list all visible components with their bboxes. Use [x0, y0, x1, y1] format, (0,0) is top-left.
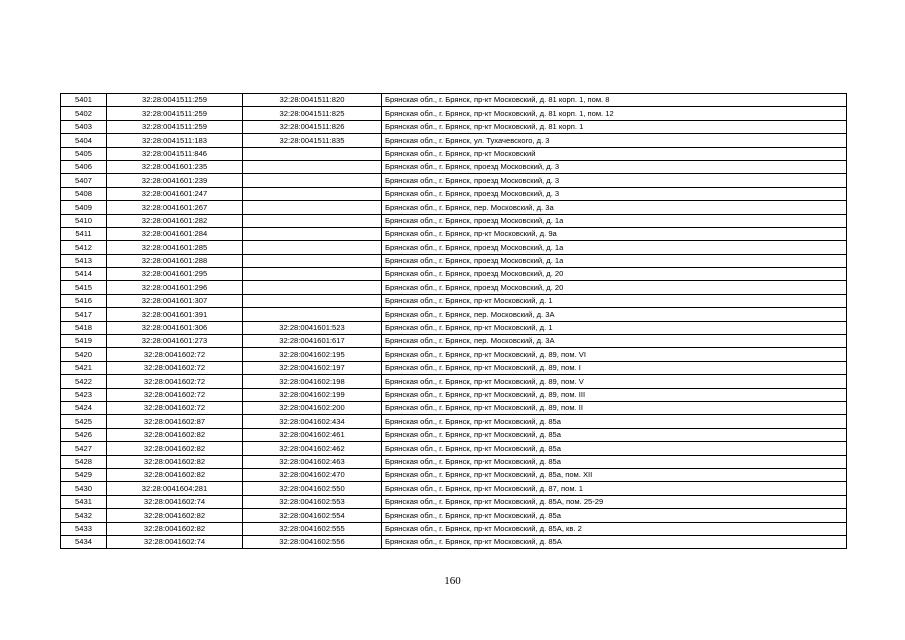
land-cadastral-number-cell: 32:28:0041602:74: [107, 535, 243, 548]
land-cadastral-number-cell: 32:28:0041602:82: [107, 509, 243, 522]
object-cadastral-number-cell: [243, 281, 382, 294]
land-cadastral-number-cell: 32:28:0041511:183: [107, 134, 243, 147]
object-cadastral-number-cell: 32:28:0041602:199: [243, 388, 382, 401]
object-cadastral-number-cell: 32:28:0041602:200: [243, 401, 382, 414]
object-cadastral-number-cell: 32:28:0041602:553: [243, 495, 382, 508]
table-row: [61, 375, 847, 388]
object-cadastral-number-cell: 32:28:0041511:825: [243, 107, 382, 120]
row-number-cell: 5416: [61, 294, 107, 307]
row-number-cell: 5402: [61, 107, 107, 120]
land-cadastral-number-cell: 32:28:0041602:72: [107, 375, 243, 388]
address-cell: Брянская обл., г. Брянск, пр-кт Московский, д. 85А, кв. 2: [382, 522, 847, 535]
object-cadastral-number-cell: 32:28:0041602:550: [243, 482, 382, 495]
row-number-cell: 5415: [61, 281, 107, 294]
table-row: [61, 227, 847, 240]
object-cadastral-number-cell: 32:28:0041601:617: [243, 335, 382, 348]
address-cell: Брянская обл., г. Брянск, пр-кт Московский, д. 1: [382, 294, 847, 307]
land-cadastral-number-cell: 32:28:0041601:247: [107, 187, 243, 200]
object-cadastral-number-cell: [243, 241, 382, 254]
land-cadastral-number-cell: 32:28:0041601:235: [107, 160, 243, 173]
object-cadastral-number-cell: 32:28:0041602:198: [243, 375, 382, 388]
address-cell: Брянская обл., г. Брянск, пр-кт Московский, д. 85а: [382, 415, 847, 428]
row-number-cell: 5407: [61, 174, 107, 187]
table-row: [61, 94, 847, 107]
row-number-cell: 5433: [61, 522, 107, 535]
land-cadastral-number-cell: 32:28:0041602:82: [107, 468, 243, 481]
table-row: [61, 509, 847, 522]
table-row: [61, 321, 847, 334]
table-row: [61, 308, 847, 321]
land-cadastral-number-cell: 32:28:0041601:391: [107, 308, 243, 321]
land-cadastral-number-cell: 32:28:0041511:846: [107, 147, 243, 160]
row-number-cell: 5410: [61, 214, 107, 227]
address-cell: Брянская обл., г. Брянск, пр-кт Московский, д. 85а: [382, 428, 847, 441]
land-cadastral-number-cell: 32:28:0041601:267: [107, 201, 243, 214]
land-cadastral-number-cell: 32:28:0041601:307: [107, 294, 243, 307]
address-cell: Брянская обл., г. Брянск, пр-кт Московский, д. 85А: [382, 535, 847, 548]
land-cadastral-number-cell: 32:28:0041604:281: [107, 482, 243, 495]
land-cadastral-number-cell: 32:28:0041601:282: [107, 214, 243, 227]
land-cadastral-number-cell: 32:28:0041602:72: [107, 361, 243, 374]
land-cadastral-number-cell: 32:28:0041602:87: [107, 415, 243, 428]
table-row: [61, 522, 847, 535]
table-row: [61, 134, 847, 147]
table-row: [61, 468, 847, 481]
row-number-cell: 5431: [61, 495, 107, 508]
object-cadastral-number-cell: 32:28:0041601:523: [243, 321, 382, 334]
address-cell: Брянская обл., г. Брянск, пр-кт Московский, д. 81 корп. 1, пом. 12: [382, 107, 847, 120]
table-row: [61, 415, 847, 428]
row-number-cell: 5413: [61, 254, 107, 267]
object-cadastral-number-cell: 32:28:0041602:554: [243, 509, 382, 522]
table-row: [61, 361, 847, 374]
object-cadastral-number-cell: 32:28:0041602:434: [243, 415, 382, 428]
land-cadastral-number-cell: 32:28:0041602:74: [107, 495, 243, 508]
object-cadastral-number-cell: 32:28:0041602:556: [243, 535, 382, 548]
row-number-cell: 5428: [61, 455, 107, 468]
object-cadastral-number-cell: [243, 160, 382, 173]
address-cell: Брянская обл., г. Брянск, проезд Московский, д. 1а: [382, 214, 847, 227]
row-number-cell: 5401: [61, 94, 107, 107]
land-cadastral-number-cell: 32:28:0041601:284: [107, 227, 243, 240]
address-cell: Брянская обл., г. Брянск, пр-кт Московский, д. 81 корп. 1: [382, 120, 847, 133]
object-cadastral-number-cell: [243, 147, 382, 160]
row-number-cell: 5406: [61, 160, 107, 173]
row-number-cell: 5408: [61, 187, 107, 200]
row-number-cell: 5419: [61, 335, 107, 348]
cadastral-table: [60, 93, 847, 549]
address-cell: Брянская обл., г. Брянск, пер. Московский, д. 3а: [382, 201, 847, 214]
row-number-cell: 5432: [61, 509, 107, 522]
address-cell: Брянская обл., г. Брянск, пр-кт Московский, д. 85а, пом. XII: [382, 468, 847, 481]
address-cell: Брянская обл., г. Брянск, пр-кт Московский, д. 89, пом. III: [382, 388, 847, 401]
object-cadastral-number-cell: [243, 214, 382, 227]
table-row: [61, 201, 847, 214]
table-row: [61, 120, 847, 133]
object-cadastral-number-cell: [243, 187, 382, 200]
table-row: [61, 428, 847, 441]
address-cell: Брянская обл., г. Брянск, пр-кт Московский, д. 87, пом. 1: [382, 482, 847, 495]
table-row: [61, 294, 847, 307]
table-row: [61, 187, 847, 200]
land-cadastral-number-cell: 32:28:0041511:259: [107, 107, 243, 120]
address-cell: Брянская обл., г. Брянск, пр-кт Московский, д. 85а: [382, 455, 847, 468]
table-row: [61, 214, 847, 227]
land-cadastral-number-cell: 32:28:0041511:259: [107, 120, 243, 133]
table-row: [61, 348, 847, 361]
land-cadastral-number-cell: 32:28:0041601:285: [107, 241, 243, 254]
table-row: [61, 455, 847, 468]
table-row: [61, 147, 847, 160]
address-cell: Брянская обл., г. Брянск, проезд Московский, д. 1а: [382, 241, 847, 254]
object-cadastral-number-cell: [243, 201, 382, 214]
address-cell: Брянская обл., г. Брянск, проезд Московский, д. 1а: [382, 254, 847, 267]
row-number-cell: 5418: [61, 321, 107, 334]
land-cadastral-number-cell: 32:28:0041511:259: [107, 94, 243, 107]
table-row: [61, 535, 847, 548]
object-cadastral-number-cell: 32:28:0041602:463: [243, 455, 382, 468]
table-row: [61, 482, 847, 495]
table-row: [61, 281, 847, 294]
row-number-cell: 5403: [61, 120, 107, 133]
land-cadastral-number-cell: 32:28:0041602:72: [107, 401, 243, 414]
land-cadastral-number-cell: 32:28:0041602:82: [107, 442, 243, 455]
table-row: [61, 241, 847, 254]
address-cell: Брянская обл., г. Брянск, ул. Тухачевского, д. 3: [382, 134, 847, 147]
table-row: [61, 268, 847, 281]
land-cadastral-number-cell: 32:28:0041601:239: [107, 174, 243, 187]
land-cadastral-number-cell: 32:28:0041602:72: [107, 388, 243, 401]
object-cadastral-number-cell: 32:28:0041511:820: [243, 94, 382, 107]
land-cadastral-number-cell: 32:28:0041602:72: [107, 348, 243, 361]
object-cadastral-number-cell: [243, 227, 382, 240]
address-cell: Брянская обл., г. Брянск, проезд Московский, д. 20: [382, 281, 847, 294]
land-cadastral-number-cell: 32:28:0041602:82: [107, 428, 243, 441]
address-cell: Брянская обл., г. Брянск, проезд Московский, д. 3: [382, 174, 847, 187]
object-cadastral-number-cell: 32:28:0041511:826: [243, 120, 382, 133]
address-cell: Брянская обл., г. Брянск, пр-кт Московский, д. 1: [382, 321, 847, 334]
table-row: [61, 388, 847, 401]
land-cadastral-number-cell: 32:28:0041601:273: [107, 335, 243, 348]
row-number-cell: 5414: [61, 268, 107, 281]
row-number-cell: 5411: [61, 227, 107, 240]
table-row: [61, 401, 847, 414]
row-number-cell: 5421: [61, 361, 107, 374]
row-number-cell: 5424: [61, 401, 107, 414]
row-number-cell: 5420: [61, 348, 107, 361]
object-cadastral-number-cell: 32:28:0041511:835: [243, 134, 382, 147]
address-cell: Брянская обл., г. Брянск, проезд Московский, д. 3: [382, 187, 847, 200]
table-row: [61, 254, 847, 267]
address-cell: Брянская обл., г. Брянск, пр-кт Московский, д. 89, пом. V: [382, 375, 847, 388]
row-number-cell: 5427: [61, 442, 107, 455]
address-cell: Брянская обл., г. Брянск, пр-кт Московский, д. 81 корп. 1, пом. 8: [382, 94, 847, 107]
object-cadastral-number-cell: [243, 254, 382, 267]
address-cell: Брянская обл., г. Брянск, проезд Московский, д. 3: [382, 160, 847, 173]
table-body: [61, 94, 847, 549]
address-cell: Брянская обл., г. Брянск, пр-кт Московский: [382, 147, 847, 160]
table-row: [61, 442, 847, 455]
row-number-cell: 5423: [61, 388, 107, 401]
row-number-cell: 5430: [61, 482, 107, 495]
land-cadastral-number-cell: 32:28:0041601:306: [107, 321, 243, 334]
address-cell: Брянская обл., г. Брянск, пер. Московский, д. 3А: [382, 335, 847, 348]
row-number-cell: 5429: [61, 468, 107, 481]
address-cell: Брянская обл., г. Брянск, пр-кт Московский, д. 89, пом. VI: [382, 348, 847, 361]
row-number-cell: 5417: [61, 308, 107, 321]
address-cell: Брянская обл., г. Брянск, пер. Московский, д. 3А: [382, 308, 847, 321]
address-cell: Брянская обл., г. Брянск, пр-кт Московский, д. 85А, пом. 25-29: [382, 495, 847, 508]
address-cell: Брянская обл., г. Брянск, пр-кт Московский, д. 89, пом. I: [382, 361, 847, 374]
row-number-cell: 5425: [61, 415, 107, 428]
land-cadastral-number-cell: 32:28:0041602:82: [107, 455, 243, 468]
object-cadastral-number-cell: [243, 268, 382, 281]
row-number-cell: 5422: [61, 375, 107, 388]
address-cell: Брянская обл., г. Брянск, пр-кт Московский, д. 9а: [382, 227, 847, 240]
table-row: [61, 174, 847, 187]
address-cell: Брянская обл., г. Брянск, пр-кт Московский, д. 85а: [382, 509, 847, 522]
object-cadastral-number-cell: 32:28:0041602:462: [243, 442, 382, 455]
object-cadastral-number-cell: 32:28:0041602:195: [243, 348, 382, 361]
page-number: 160: [444, 575, 461, 587]
address-cell: Брянская обл., г. Брянск, пр-кт Московский, д. 85а: [382, 442, 847, 455]
land-cadastral-number-cell: 32:28:0041601:295: [107, 268, 243, 281]
row-number-cell: 5434: [61, 535, 107, 548]
table-row: [61, 160, 847, 173]
row-number-cell: 5404: [61, 134, 107, 147]
table-row: [61, 335, 847, 348]
address-cell: Брянская обл., г. Брянск, проезд Московский, д. 20: [382, 268, 847, 281]
row-number-cell: 5426: [61, 428, 107, 441]
object-cadastral-number-cell: [243, 294, 382, 307]
row-number-cell: 5412: [61, 241, 107, 254]
object-cadastral-number-cell: 32:28:0041602:555: [243, 522, 382, 535]
row-number-cell: 5405: [61, 147, 107, 160]
object-cadastral-number-cell: [243, 174, 382, 187]
land-cadastral-number-cell: 32:28:0041601:296: [107, 281, 243, 294]
object-cadastral-number-cell: 32:28:0041602:461: [243, 428, 382, 441]
object-cadastral-number-cell: [243, 308, 382, 321]
land-cadastral-number-cell: 32:28:0041601:288: [107, 254, 243, 267]
object-cadastral-number-cell: 32:28:0041602:197: [243, 361, 382, 374]
land-cadastral-number-cell: 32:28:0041602:82: [107, 522, 243, 535]
table-row: [61, 107, 847, 120]
object-cadastral-number-cell: 32:28:0041602:470: [243, 468, 382, 481]
address-cell: Брянская обл., г. Брянск, пр-кт Московский, д. 89, пом. II: [382, 401, 847, 414]
table-row: [61, 495, 847, 508]
row-number-cell: 5409: [61, 201, 107, 214]
